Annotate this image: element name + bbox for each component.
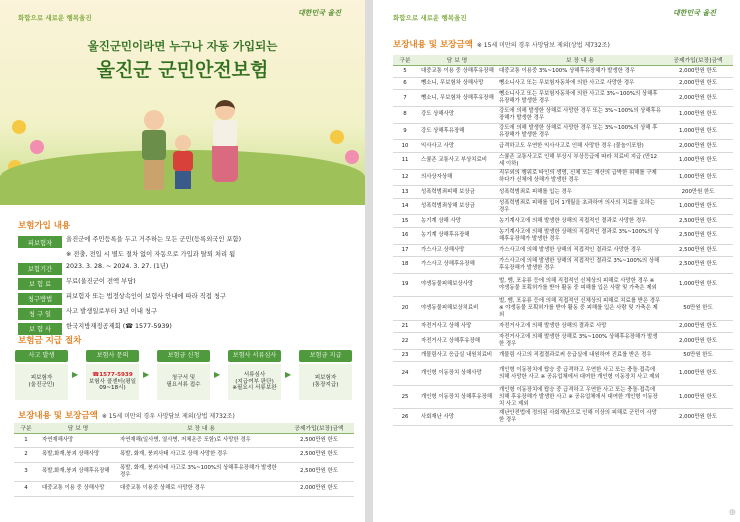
enrollment-row [18, 308, 353, 320]
enrollment-value: 2023. 3. 28. ~ 2024. 3. 27. (1년) [66, 262, 169, 270]
process-step [157, 350, 210, 400]
table-row [393, 273, 733, 297]
table-cell-no: 22 [393, 333, 417, 350]
table-row [393, 349, 733, 361]
table-cell-amount: 2,500만원 한도 [284, 448, 354, 463]
process-step [15, 350, 68, 400]
slogan: 화합으로 새로운 행복울진 [393, 14, 467, 22]
table-row [14, 448, 354, 463]
table-row [393, 152, 733, 169]
slogan: 화합으로 새로운 행복울진 [18, 14, 92, 22]
hero-subtitle: 울진군민이라면 누구나 자동 가입되는 [87, 39, 278, 53]
process-step-line: 필요서류 접수 [166, 382, 201, 388]
process-step-title: 보험사 문의 [86, 350, 139, 362]
table-cell-desc: 개인형 이동장치에 탑승 중 급격하고 우연한 사고 또는 충돌·접촉에 의해 사망한 사고 ※ 공유업체에서 대여한 개인형 이동장치 사고 제외 [497, 362, 663, 386]
table-cell-amount: 1,000만원 한도 [663, 198, 733, 215]
table-cell-name: 스쿨존 교통사고 부상치료비 [417, 152, 497, 169]
table-cell-name: 대중교통 이용 중 상해후유장해 [417, 65, 497, 77]
table-cell-name: 강도 상해후유장해 [417, 123, 497, 140]
table-cell-no: 10 [393, 140, 417, 152]
process-step-line: 청구서 및 [171, 375, 196, 382]
table-row [393, 385, 733, 409]
table-row [393, 123, 733, 140]
hero-title: 울진군 군민안전보험 [96, 59, 269, 81]
mother-figure [210, 100, 240, 190]
table-cell-amount: 2,000만원 한도 [663, 65, 733, 77]
table-cell-desc: 뺑소니사고 또는 무보험자동차에 의한 사고로 사망한 경우 [497, 77, 663, 89]
process-steps [15, 350, 355, 400]
table-cell-desc: 강도에 의해 발생한 상해로 사망한 경우 또는 3%~100%의 상해 후유장해가 발생한 경우 [497, 123, 663, 140]
table-cell-name: 가스사고 상해사망 [417, 244, 497, 256]
table-cell-desc: 직무외의 행위로 타인의 생명, 신체 또는 재산의 급박한 위해를 구제하다가 신체에 상해가 발생한 경우 [497, 169, 663, 186]
table-row [393, 409, 733, 426]
table-cell-no: 9 [393, 123, 417, 140]
process-step-body [157, 364, 210, 400]
table-header-cell: 구분 [14, 423, 38, 433]
table-cell-amount: 1,000만원 한도 [663, 385, 733, 409]
enrollment-value: 사고 발생일로부터 3년 이내 청구 [66, 307, 158, 315]
table-cell-no: 20 [393, 297, 417, 321]
process-step-line: 피보험자 [314, 375, 337, 382]
table-cell-name: 뺑소니, 무보험차 상해사망 [417, 77, 497, 89]
table-cell-no: 6 [393, 77, 417, 89]
coverage-heading: 보장내용 및 보장금액 ※ 15세 미만의 경우 사망담보 제외(상법 제732조) [393, 40, 610, 50]
enrollment-value: ※ 전출, 전입 시 별도 절차 없이 자동으로 가입과 탈퇴 처리 됨 [66, 251, 236, 258]
table-cell-desc: 성폭력범죄로 피해를 입어 1개월을 초과하여 의사의 치료를 요하는 경우 [497, 198, 663, 215]
table-cell-amount: 2,500만원 한도 [284, 462, 354, 482]
table-cell-name: 뺑소니, 무보험차 상해후유장해 [417, 90, 497, 107]
table-cell-amount: 2,000만원 한도 [663, 140, 733, 152]
table-cell-desc: 강도에 의해 발생한 상해로 사망한 경우 또는 3%~100%의 상해후유장해가 발생한 경우 [497, 107, 663, 124]
enrollment-value: 피보험자 또는 법정상속인이 보험사 안내에 따라 직접 청구 [66, 292, 226, 300]
table-header-cell: 공제가입(보장)금액 [663, 55, 733, 65]
enrollment-row [18, 236, 353, 248]
table-cell-no: 5 [393, 65, 417, 77]
process-step-line: ☎1577-5939 [92, 371, 133, 378]
process-step-line: 서류심사 [243, 371, 266, 378]
father-figure [140, 110, 168, 190]
coverage-table-left [14, 423, 354, 497]
table-cell-amount: 2,500만원 한도 [284, 433, 354, 448]
table-cell-desc: 가스사고에 의해 발생한 상해의 직접적인 결과로 사망한 경우 [497, 244, 663, 256]
left-page [0, 0, 365, 522]
table-cell-no: 26 [393, 409, 417, 426]
process-step-body [86, 364, 139, 400]
table-cell-desc: 스쿨존 교통사고로 인해 부상시 부상등급에 따라 치료비 지급 (만12세 이하) [497, 152, 663, 169]
watermark: ⊕ [728, 508, 736, 518]
table-header-cell: 담 보 명 [417, 55, 497, 65]
table-cell-amount: 2,000만원 한도 [663, 333, 733, 350]
enrollment-label [18, 251, 62, 254]
process-step-body [299, 364, 352, 400]
table-header-cell: 보 장 내 용 [118, 423, 284, 433]
table-cell-no: 21 [393, 320, 417, 332]
arrow-icon: ▶ [72, 370, 79, 379]
table-row [393, 90, 733, 107]
process-step-line: 보험사 콜센터(평일 09~18시) [88, 378, 137, 392]
process-step-title: 사고 발생 [15, 350, 68, 362]
table-header-cell: 보 장 내 용 [497, 55, 663, 65]
table-cell-desc: 개물림 사고의 직접결과로써 응급실에 내원하여 진료를 받은 경우 [497, 349, 663, 361]
table-row [393, 215, 733, 227]
process-step-line: (지급여부 판단) [235, 378, 274, 385]
table-cell-desc: 개인형 이동장치에 탑승 중 급격하고 우연한 사고 또는 충돌·접촉에 의해 후유장해가 발생한 사고 ※ 공유업체에서 대여한 개인형 이동장치 사고 제외 [497, 385, 663, 409]
table-cell-no: 25 [393, 385, 417, 409]
table-cell-amount: 200만원 한도 [663, 186, 733, 198]
process-step-line: (통장지급) [312, 382, 339, 388]
enrollment-value: 한국지방재정공제회 (☎ 1577-5939) [66, 322, 172, 330]
table-cell-desc: 농기계사고에 의해 발생한 상해의 직접적인 결과로 사망한 경우 [497, 215, 663, 227]
enrollment-row [18, 263, 353, 275]
table-cell-desc: 폭발, 화재, 붕괴사태 사고로 3%~100%의 상해후유장해가 발생한 경우 [118, 462, 284, 482]
enrollment-label: 보 험 료 [18, 278, 62, 290]
right-page [373, 0, 740, 522]
table-row [14, 482, 354, 497]
process-step-body [15, 364, 68, 400]
table-cell-desc: 성폭력범죄로 피해를 입는 경우 [497, 186, 663, 198]
enrollment-value: 무료(울진군이 전액 부담) [66, 277, 136, 285]
table-cell-desc: 급격하고도 우연한 익사사고로 인해 사망한 경우 (물놀이포함) [497, 140, 663, 152]
table-row [393, 186, 733, 198]
table-cell-name: 야생동물피해보상치료비 [417, 297, 497, 321]
table-cell-amount: 2,500만원 한도 [663, 256, 733, 273]
table-cell-desc: 농기계사고에 의해 발생한 상해의 직접적인 결과로 3%~100%의 상해후유장해가 발생한 경우 [497, 227, 663, 244]
table-row [393, 107, 733, 124]
table-row [393, 169, 733, 186]
table-cell-amount: 1,000만원 한도 [663, 273, 733, 297]
table-row [14, 433, 354, 448]
table-cell-name: 개물림사고 응급실 내원치료비 [417, 349, 497, 361]
table-row [393, 227, 733, 244]
table-row [393, 65, 733, 77]
county-logo: 대한민국 울진 [673, 9, 717, 17]
enrollment-label: 청구방법 [18, 293, 62, 305]
table-cell-desc: 대중교통 이용중 3%~100% 상해후유장해가 발생한 경우 [497, 65, 663, 77]
table-cell-name: 자연재해사망 [38, 433, 118, 448]
process-step [86, 350, 139, 400]
table-cell-name: 농기계 상해 사망 [417, 215, 497, 227]
enrollment-label: 피보험자 [18, 236, 62, 248]
table-cell-name: 농기계 상해후유장해 [417, 227, 497, 244]
table-cell-amount: 50만원 한도 [663, 349, 733, 361]
table-cell-desc: 폭발, 화재, 붕괴사태 사고로 상해 사망한 경우 [118, 448, 284, 463]
table-cell-amount: 1,000만원 한도 [663, 107, 733, 124]
table-cell-name: 사회재난 사망 [417, 409, 497, 426]
table-cell-name: 성폭력범죄상해 보상금 [417, 198, 497, 215]
table-row [393, 198, 733, 215]
table-cell-amount: 2,000만원 한도 [284, 482, 354, 497]
table-cell-amount: 2,000만원 한도 [663, 409, 733, 426]
flower-icon [12, 120, 26, 134]
table-cell-no: 17 [393, 244, 417, 256]
table-cell-amount: 1,000만원 한도 [663, 152, 733, 169]
table-cell-amount: 2,500만원 한도 [663, 215, 733, 227]
process-step-title: 보험사 서류심사 [228, 350, 281, 362]
table-cell-no: 11 [393, 152, 417, 169]
table-cell-no: 4 [14, 482, 38, 497]
table-cell-amount: 1,000만원 한도 [663, 123, 733, 140]
table-cell-name: 강도 상해사망 [417, 107, 497, 124]
table-row [393, 77, 733, 89]
table-cell-no: 23 [393, 349, 417, 361]
table-cell-desc: 자전거사고에 의해 발생한 상해의 결과로 사망 [497, 320, 663, 332]
table-cell-amount: 2,500만원 한도 [663, 244, 733, 256]
enrollment-info [18, 236, 353, 338]
table-row [393, 297, 733, 321]
table-cell-name: 폭발,화재,붕괴 상해후유장해 [38, 462, 118, 482]
table-header-cell: 담 보 명 [38, 423, 118, 433]
table-row [393, 333, 733, 350]
enrollment-row [18, 251, 353, 260]
table-cell-no: 12 [393, 169, 417, 186]
table-cell-desc: 자전거사고에 의해 발생한 상해로 3%~100% 상해후유장해가 발생한 경우 [497, 333, 663, 350]
table-row [393, 362, 733, 386]
enrollment-heading: 보험가입 내용 [18, 221, 71, 231]
process-step-title: 보험금 지급 [299, 350, 352, 362]
table-cell-no: 14 [393, 198, 417, 215]
enrollment-label: 보험기간 [18, 263, 62, 275]
table-cell-desc: 벌, 뱀, 포유류 등에 의해 직접적인 신체상의 피해로 사망한 경우 ※ 야생동물 포획허가를 받아 활동 중 피해를 입은 사람 및 가축은 제외 [497, 273, 663, 297]
flower-icon [330, 130, 344, 144]
table-cell-no: 15 [393, 215, 417, 227]
table-cell-desc: 뺑소니사고 또는 무보험자동차에 의한 사고로 3%~100%의 상해후유장해가 발생한 경우 [497, 90, 663, 107]
table-cell-amount: 2,000만원 한도 [663, 77, 733, 89]
enrollment-label: 청 구 일 [18, 308, 62, 320]
hero-banner [0, 0, 365, 205]
table-cell-desc: 벌, 뱀, 포유류 등에 의해 직접적인 신체상의 피해로 치료를 받은 경우 ※ 야생동물 포획허가를 받아 활동 중 피해를 입은 사람 및 가축은 제외 [497, 297, 663, 321]
table-cell-name: 익사사고 사망 [417, 140, 497, 152]
process-step [228, 350, 281, 400]
table-cell-no: 8 [393, 107, 417, 124]
table-cell-desc: 자연재해(일사병, 열사병, 저체온증 포함)로 사망한 경우 [118, 433, 284, 448]
enrollment-label: 보 험 사 [18, 323, 62, 335]
table-cell-amount: 2,500만원 한도 [663, 227, 733, 244]
table-cell-amount: 2,000만원 한도 [663, 90, 733, 107]
flower-icon [345, 150, 359, 164]
table-cell-no: 3 [14, 462, 38, 482]
process-heading: 보험금 지급 절차 [18, 336, 82, 346]
table-cell-name: 가스사고 상해후유장해 [417, 256, 497, 273]
process-step-body [228, 364, 281, 400]
table-cell-no: 13 [393, 186, 417, 198]
process-step-line: ※필요시 서류보완 [232, 385, 277, 392]
table-cell-name: 개인형 이동장치 상해후유장해 [417, 385, 497, 409]
table-cell-amount: 1,000만원 한도 [663, 169, 733, 186]
table-cell-name: 의사상자상해 [417, 169, 497, 186]
county-logo: 대한민국 울진 [298, 9, 342, 17]
coverage-table-right [393, 55, 733, 426]
arrow-icon: ▶ [285, 370, 292, 379]
process-step-line: (울진군민) [28, 382, 55, 388]
table-header-cell: 구분 [393, 55, 417, 65]
table-cell-no: 18 [393, 256, 417, 273]
table-cell-name: 대중교통 이용 중 상해사망 [38, 482, 118, 497]
flower-icon [30, 140, 44, 154]
table-header-row [393, 55, 733, 65]
table-header-cell: 공제가입(보장)금액 [284, 423, 354, 433]
table-row [393, 140, 733, 152]
table-cell-name: 야생동물피해보상사망 [417, 273, 497, 297]
table-header-row [14, 423, 354, 433]
table-cell-desc: 재난안전법에 정의된 사회재난으로 인해 이상의 피해로 군민이 사망한 경우 [497, 409, 663, 426]
table-cell-name: 자전거사고 상해 사망 [417, 320, 497, 332]
table-cell-no: 16 [393, 227, 417, 244]
table-row [14, 462, 354, 482]
table-cell-desc: 가스사고에 의해 발생한 상해의 직접적인 결과로 3%~100%의 상해후유장해가 발생한 경우 [497, 256, 663, 273]
table-cell-name: 폭발,화재,붕괴 상해사망 [38, 448, 118, 463]
table-cell-no: 7 [393, 90, 417, 107]
table-row [393, 320, 733, 332]
coverage-heading: 보장내용 및 보장금액 ※ 15세 미만의 경우 사망담보 제외(상법 제732조) [18, 411, 235, 421]
table-cell-no: 2 [14, 448, 38, 463]
table-row [393, 256, 733, 273]
table-cell-no: 19 [393, 273, 417, 297]
enrollment-value: 울진군에 주민등록을 두고 거주하는 모든 군민(등록외국인 포함) [66, 236, 242, 243]
arrow-icon: ▶ [143, 370, 150, 379]
table-cell-name: 자전거사고 상해후유장해 [417, 333, 497, 350]
enrollment-row [18, 278, 353, 290]
enrollment-row [18, 293, 353, 305]
child-figure [172, 135, 194, 190]
table-cell-no: 24 [393, 362, 417, 386]
table-cell-desc: 대중교통 이용중 상해로 사망한 경우 [118, 482, 284, 497]
process-step [299, 350, 352, 400]
process-step-title: 보험금 신청 [157, 350, 210, 362]
table-cell-name: 성폭력범죄피해 보상금 [417, 186, 497, 198]
table-cell-amount: 50만원 한도 [663, 297, 733, 321]
table-cell-amount: 2,000만원 한도 [663, 320, 733, 332]
arrow-icon: ▶ [214, 370, 221, 379]
table-cell-no: 1 [14, 433, 38, 448]
table-cell-amount: 1,000만원 한도 [663, 362, 733, 386]
enrollment-row [18, 323, 353, 335]
table-row [393, 244, 733, 256]
table-cell-name: 개인형 이동장치 상해사망 [417, 362, 497, 386]
process-step-line: 피보험자 [30, 375, 53, 382]
